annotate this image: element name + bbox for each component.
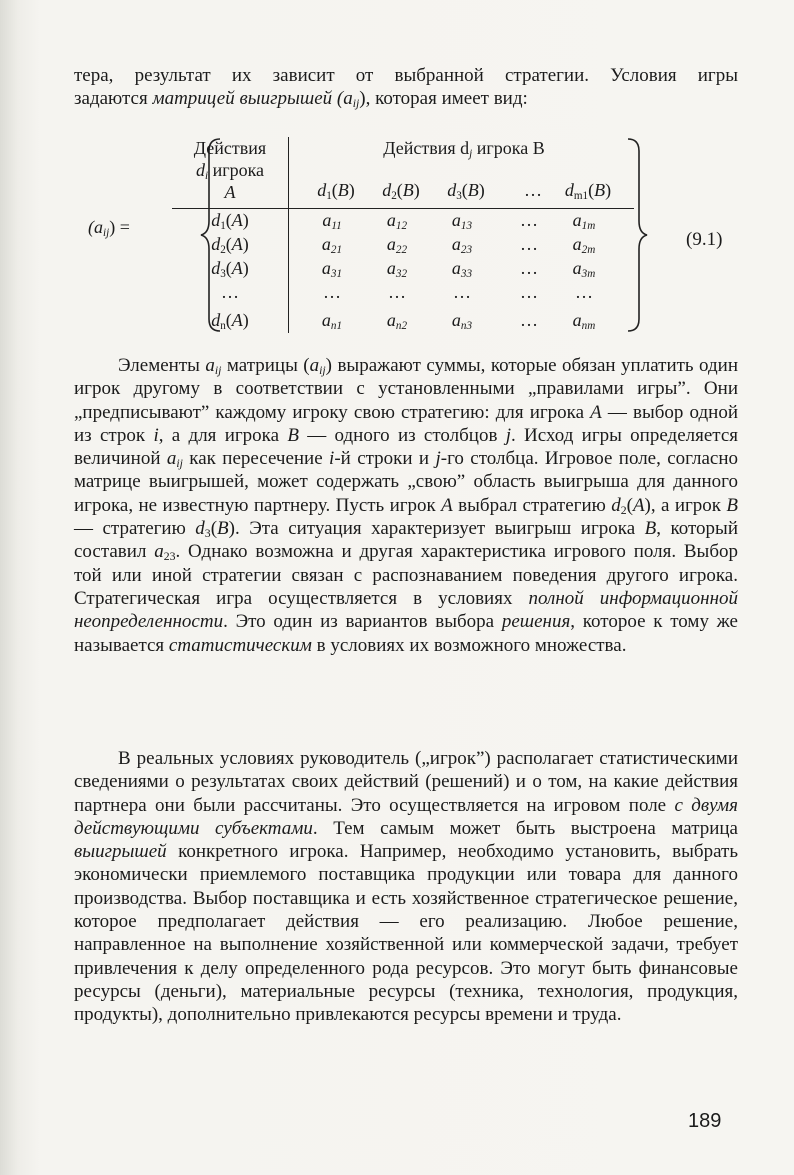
payoff-matrix-term: матрицей выигрышей xyxy=(152,88,333,110)
payoff-matrix xyxy=(74,133,738,338)
matrix-cell: … xyxy=(520,234,538,254)
column-strategy-heading: $d_3(B)$ xyxy=(447,180,485,202)
matrix-cell: $a_{n3}$ xyxy=(451,310,473,332)
intro-line-2: задаются матрицей выигрышей $(a_{ij})$, которая имеет вид: xyxy=(74,88,528,111)
matrix-cell: … xyxy=(520,282,538,302)
row-strategy-heading: $d_n(A)$ xyxy=(211,310,249,332)
matrix-cell: $a_{33}$ xyxy=(451,258,473,280)
matrix-cell: $a_{2m}$ xyxy=(572,234,596,256)
matrix-cell: $a_{1m}$ xyxy=(572,210,596,232)
row-strategy-heading: $d_2(A)$ xyxy=(211,234,249,256)
equation-number: (9.1) xyxy=(686,229,723,250)
intro-paragraph xyxy=(74,64,738,111)
column-strategy-heading: $d_2(B)$ xyxy=(382,180,420,202)
matrix-cell: $a_{22}$ xyxy=(386,234,408,256)
matrix-cell: $a_{31}$ xyxy=(321,258,343,280)
paragraph-matrix-elements: Элементы $a_{ij}$ матрицы $(a_{ij})$ выражают суммы, которые обязан уплатить один игрок другому в соответствии с установленными „правилами игры”. Они „предписывают” каждому игроку свою стратегию: для игрока A — выбор одной из строк i, а для игрока B — одного из столбцов j. Исход игры определяется величиной $a_{ij}$ как пересечение i-й строки и j-го столбца. Игровое поле, согласно матрице выигрышей, может содержать „свою” область выигрыша для данного игрока, не известную партнеру. Пусть игрок A выбрал стратегию $d_2(A)$, а игрок B — стратегию $d_3(B)$. Эта ситуация характеризует выигрыш игрока B, который составил $a_{23}$. Однако возможна и другая характеристика игрового поля. Выбор той или иной стратегии связан с распознаванием поведения другого игрока. Стратегическая игра осуществляется в условиях полной информационной неопределенности. Это один из вариантов выбора решения, которое к тому же называется статистическим в условиях их возможного множества. xyxy=(74,355,739,656)
matrix-label: $(a_{ij})$ = xyxy=(88,217,130,239)
matrix-cell: $a_{nm}$ xyxy=(572,310,596,332)
matrix-cell: $a_{21}$ xyxy=(321,234,343,256)
row-strategy-heading: $d_3(A)$ xyxy=(211,258,249,280)
matrix-vertical-rule xyxy=(288,137,289,333)
matrix-cell: … xyxy=(520,258,538,278)
matrix-cell: $a_{n1}$ xyxy=(321,310,343,332)
column-strategy-heading: $d_{m1}(B)$ xyxy=(564,180,612,202)
matrix-cell: … xyxy=(575,282,593,302)
intro-line-1: тера, результат их зависит от выбранной стратегии. Условия игры xyxy=(74,65,738,86)
matrix-cell: $a_{32}$ xyxy=(386,258,408,280)
right-brace xyxy=(626,137,648,333)
row-strategy-heading: $d_1(A)$ xyxy=(211,210,249,232)
matrix-cell: $a_{23}$ xyxy=(451,234,473,256)
matrix-cell: $a_{n2}$ xyxy=(386,310,408,332)
matrix-cell: … xyxy=(323,282,341,302)
column-strategy-heading: $d_1(B)$ xyxy=(317,180,355,202)
matrix-cell: $a_{13}$ xyxy=(451,210,473,232)
column-player-header: Действия $d_j$ игрока B xyxy=(383,138,545,160)
matrix-cell: … xyxy=(388,282,406,302)
matrix-cell: … xyxy=(520,310,538,330)
page-number: 189 xyxy=(688,1110,722,1132)
matrix-cell: $a_{3m}$ xyxy=(572,258,596,280)
row-player-header: Действия $d_i$ игрока A xyxy=(193,138,267,202)
paragraph-real-conditions: В реальных условиях руководитель („игрок”) располагает статистическими сведениями о результатах своих действий (решений) и о том, на какие действия партнера они были рассчитаны. Это осуществляется на игровом поле с двумя действующими субъектами. Тем самым может быть выстроена матрица выигрышей конкретного игрока. Например, необходимо установить, выбрать экономически приемлемого поставщика продукции или товара для данного производства. Выбор поставщика и есть хозяйственное стратегическое решение, которое предполагает действия — его реализацию. Любое решение, направленное на выполнение хозяйственной или коммерческой задачи, требует привлечения к делу определенного рода ресурсов. Это могут быть финансовые ресурсы (деньги), материальные ресурсы (техника, технология, продукция, продукты), дополнительно привлекаются ресурсы времени и труда. xyxy=(74,748,739,1026)
matrix-cell: … xyxy=(520,210,538,230)
column-strategy-heading: … xyxy=(524,180,542,200)
matrix-cell: $a_{12}$ xyxy=(386,210,408,232)
matrix-cell: … xyxy=(453,282,471,302)
row-strategy-heading: … xyxy=(221,282,239,302)
matrix-cell: $a_{11}$ xyxy=(322,210,342,232)
